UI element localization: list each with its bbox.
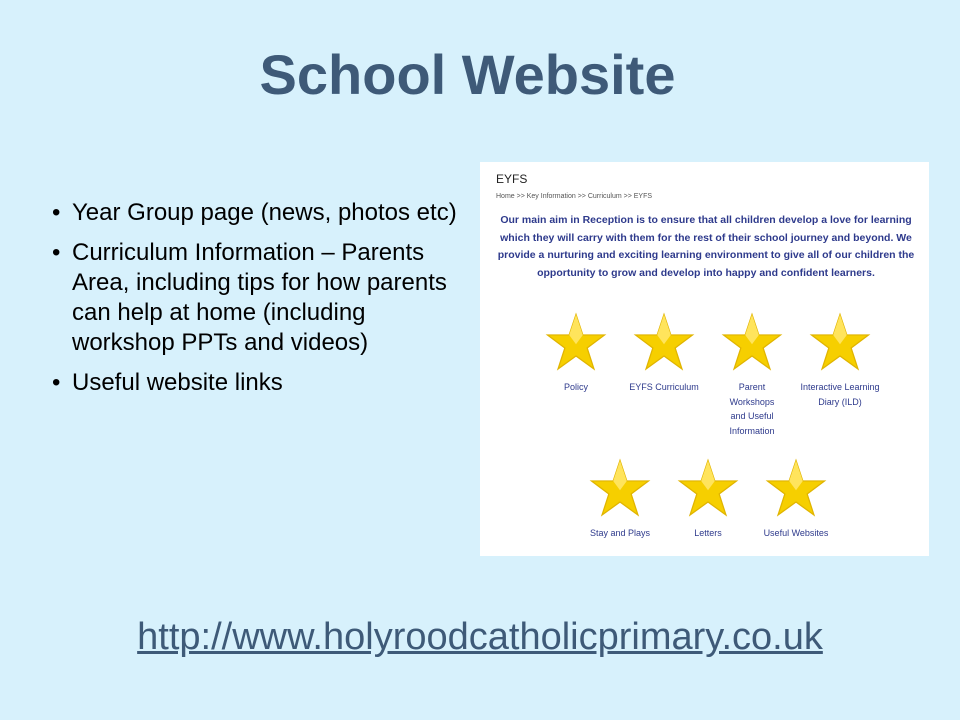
tile-label: Letters: [694, 528, 722, 538]
tile-eyfs-curriculum[interactable]: [616, 312, 712, 395]
tile-parent-workshops[interactable]: [704, 312, 800, 438]
bullet-text: Curriculum Information – Parents Area, including tips for how parents can help at home (including workshop PPTs and videos): [72, 239, 447, 356]
school-website-link[interactable]: http://www.holyroodcatholicprimary.co.uk: [137, 616, 823, 658]
star-icon: [809, 312, 871, 374]
bullet-text: Useful website links: [72, 369, 283, 396]
star-icon: [545, 312, 607, 374]
tile-label: Stay and Plays: [589, 528, 651, 538]
intro-text: Our main aim in Reception is to ensure that all children develop a love for learning which they will carry with them for the rest of their school journey and beyond. We provide a nurturing and exciting learning environment to give all of our children the opportunity to grow and develop into happy and confident learners.: [497, 214, 915, 279]
tile-stay-and-plays[interactable]: [572, 458, 668, 541]
bullet-item: [52, 198, 462, 228]
star-icon: [721, 312, 783, 374]
bullet-dot: •: [52, 369, 61, 396]
tile-useful-websites[interactable]: [748, 458, 844, 541]
tile-label: Policy: [563, 382, 588, 392]
tile-letters[interactable]: [660, 458, 756, 541]
star-icon: [589, 458, 651, 520]
screenshot-page-title: EYFS: [496, 172, 528, 186]
bullet-text: Year Group page (news, photos etc): [72, 199, 457, 226]
tile-label: EYFS Curriculum: [629, 382, 699, 392]
tile-policy[interactable]: [528, 312, 624, 395]
star-icon: [677, 458, 739, 520]
breadcrumb[interactable]: Home >> Key Information >> Curriculum >> EYFS: [496, 193, 653, 200]
star-icon: [633, 312, 695, 374]
bullet-dot: •: [52, 239, 61, 266]
bullet-item: [52, 368, 462, 398]
bullet-dot: •: [52, 199, 61, 226]
website-screenshot: [480, 162, 929, 556]
star-icon: [765, 458, 827, 520]
tile-label: Interactive Learning Diary (ILD): [800, 382, 880, 407]
tile-label: Parent Workshops and Useful Information: [729, 382, 775, 436]
bullet-item: [52, 238, 462, 358]
bullet-list: [52, 198, 462, 408]
slide-title: School Website: [259, 43, 676, 106]
tile-label: Useful Websites: [763, 528, 829, 538]
tile-interactive-learning-diary[interactable]: [792, 312, 888, 409]
